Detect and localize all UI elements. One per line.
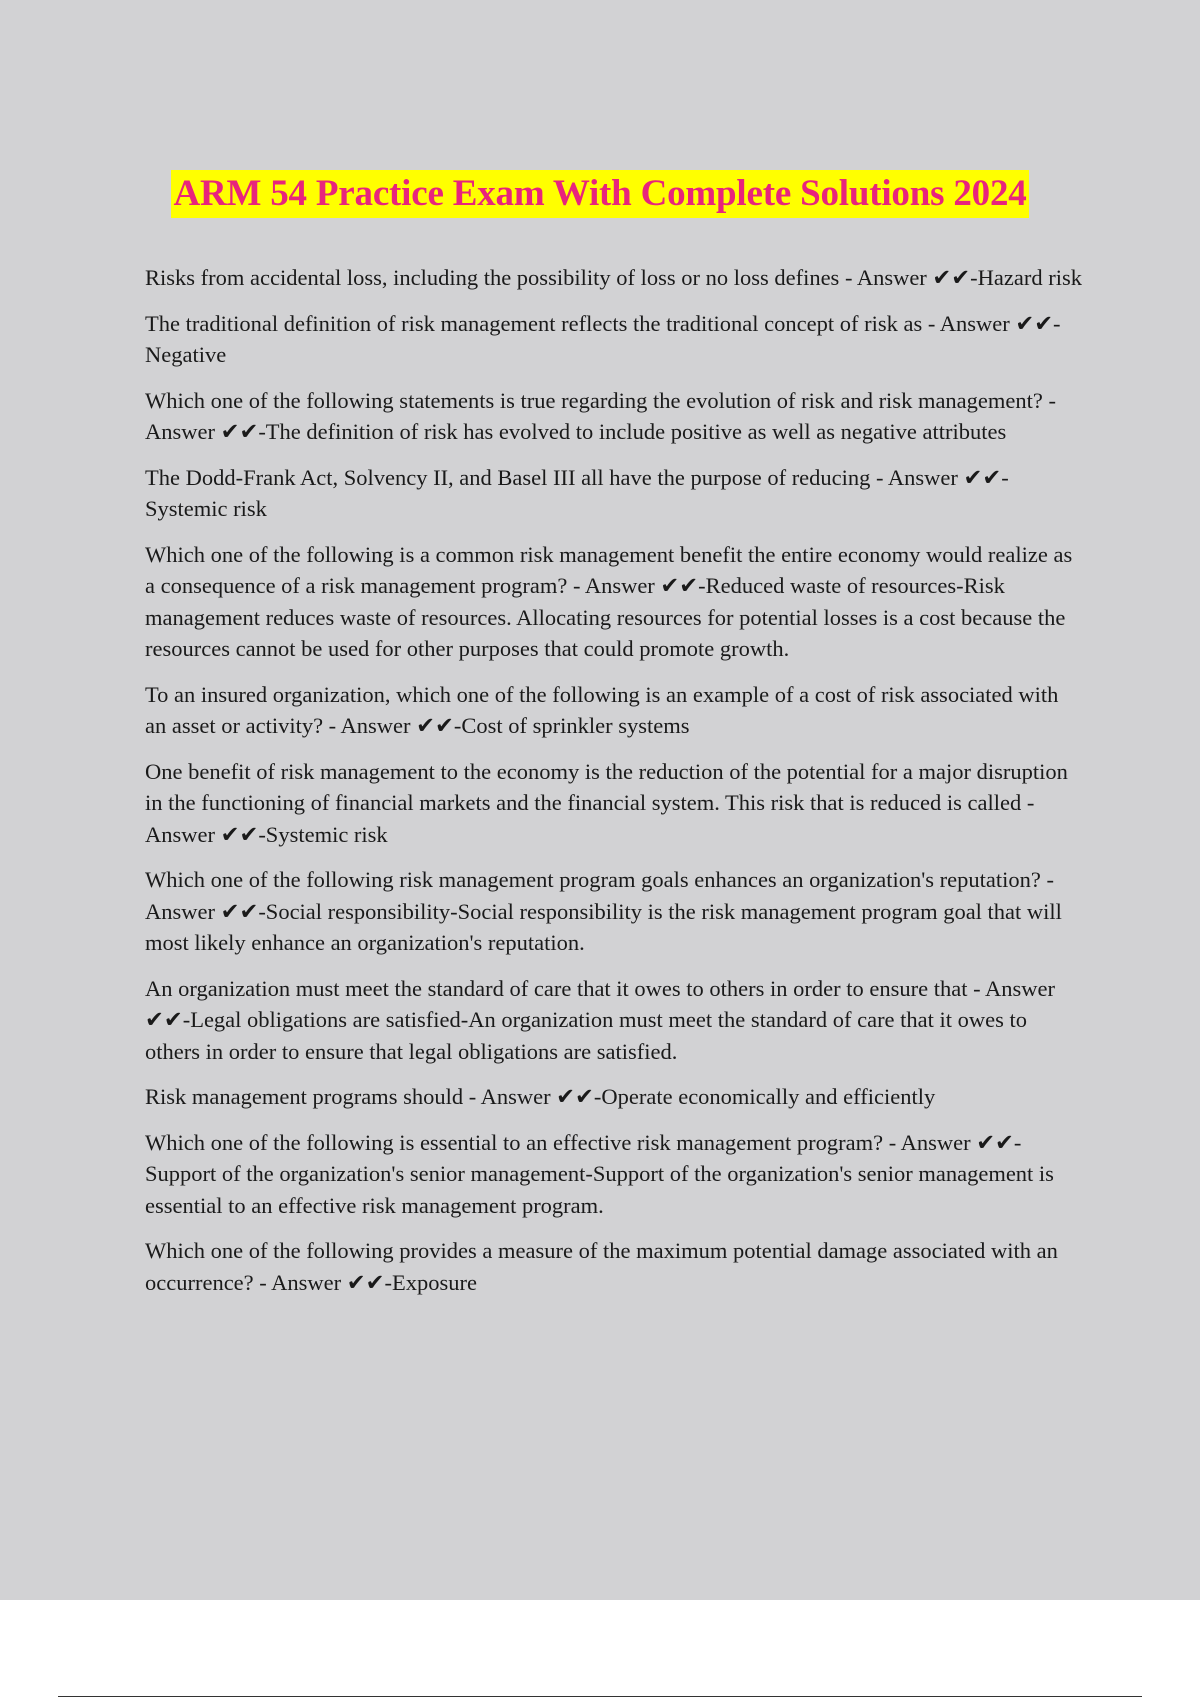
document-title: ARM 54 Practice Exam With Complete Solutions 2024 — [171, 170, 1028, 218]
qa-item: To an insured organization, which one of the following is an example of a cost of risk associated with an asset or activity? - Answer ✔✔-Cost of sprinkler systems — [145, 681, 1059, 738]
qa-item: Risks from accidental loss, including the possibility of loss or no loss defines - Answer ✔✔-Hazard risk — [145, 265, 1082, 290]
qa-item: One benefit of risk management to the economy is the reduction of the potential for a major disruption in the functioning of financial markets and the financial system. This risk that is reduced is called - Answer ✔✔-Systemic risk — [145, 758, 1068, 847]
qa-item: Risk management programs should - Answer ✔✔-Operate economically and efficiently — [145, 1084, 936, 1109]
title-container — [0, 170, 1200, 218]
footer-divider — [58, 1696, 1142, 1697]
qa-item: Which one of the following risk management program goals enhances an organization's reputation? - Answer ✔✔-Social responsibility-Social responsibility is the risk management program goal that will most likely enhance an organization's reputation. — [145, 867, 1062, 955]
qa-item: An organization must meet the standard of care that it owes to others in order to ensure that - Answer ✔✔-Legal obligations are satisfied-An organization must meet the standard of care that it owes to others in order to ensure that legal obligations are satisfied. — [145, 975, 1055, 1064]
qa-item: The traditional definition of risk management reflects the traditional concept of risk as - Answer ✔✔-Negative — [145, 310, 1061, 367]
qa-list — [145, 262, 1085, 1312]
qa-item: Which one of the following is a common risk management benefit the entire economy would realize as a consequence of a risk management program? - Answer ✔✔-Reduced waste of resources-Risk management reduces waste of resources. Allocating resources for potential losses is a cost because the resources cannot be used for other purposes that could promote growth. — [145, 541, 1073, 661]
qa-item: The Dodd-Frank Act, Solvency II, and Basel III all have the purpose of reducing - Answer ✔✔-Systemic risk — [145, 464, 1009, 521]
qa-item: Which one of the following is essential to an effective risk management program? - Answer ✔✔-Support of the organization's senior management-Support of the organization's senior management is essential to an effective risk management program. — [145, 1129, 1054, 1218]
qa-item: Which one of the following provides a measure of the maximum potential damage associated with an occurrence? - Answer ✔✔-Exposure — [145, 1238, 1058, 1295]
qa-item: Which one of the following statements is true regarding the evolution of risk and risk management? - Answer ✔✔-The definition of risk has evolved to include positive as well as negative attributes — [145, 387, 1056, 444]
page-footer — [0, 1600, 1200, 1700]
